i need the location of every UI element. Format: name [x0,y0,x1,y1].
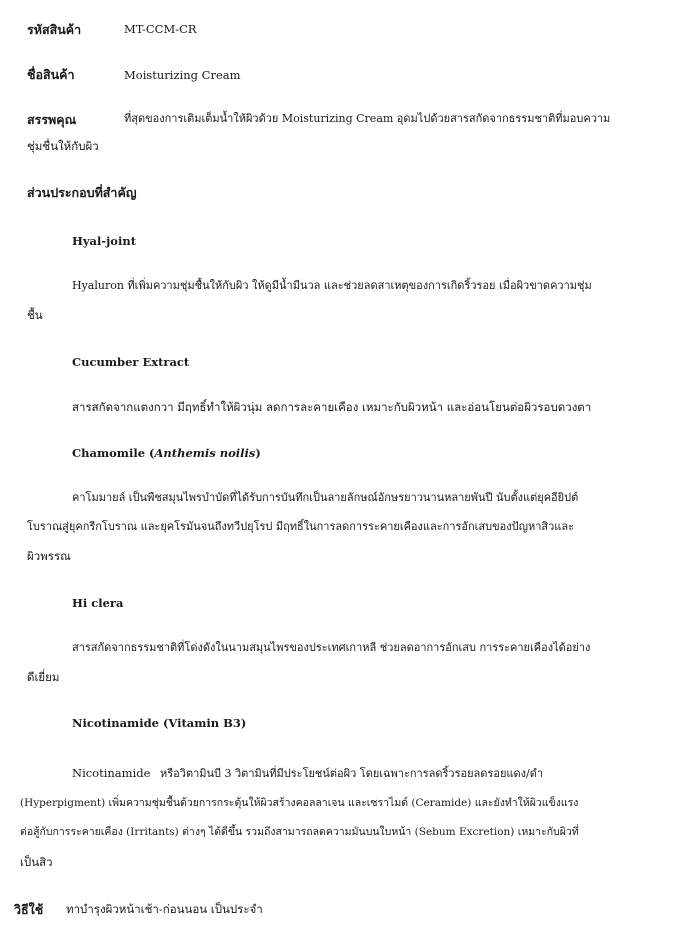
ingredient-desc-line: โบราณสู่ยุคกรีกโบราณ และยุคโรมันจนถึงทวีปยุโรป มีฤทธิ์ในการลดการระคายเคืองและการอักเสบของปัญหาสิวและ [27,520,575,533]
ingredient-desc-line: Hyaluron ที่เพิ่มความชุ่มชื้นให้กับผิว ให้ดูมีน้ำมีนวล และช่วยลดสาเหตุของการเกิดริ้วรอย เมื่อผิวขาดความชุ่ม [72,279,592,292]
ingredient-desc-line: สารสกัดจากธรรมชาติที่โด่งดังในนามสมุนไพรของประเทศเกาหลี ช่วยลดอาการอักเสบ การระคายเคืองได้อย่าง [72,641,591,654]
ingredient-desc-line: สารสกัดจากแตงกวา มีฤทธิ์ทำให้ผิวนุ่ม ลดการละคายเคือง เหมาะกับผิวหน้า และอ่อนโยนต่อผิวรอบดวงตา [72,400,592,414]
usage-text: ทาบำรุงผิวหน้าเช้า-ก่อนนอน เป็นประจำ [66,902,263,916]
product-code-label: รหัสสินค้า [27,22,82,37]
benefit-line-2: ชุ่มชื่นให้กับผิว [27,139,99,153]
ingredient-scientific-name: Anthemis noilis [154,446,256,460]
ingredient-desc-line: ชื้น [27,308,43,322]
ingredient-desc-line: เป็นสิว [20,855,53,869]
ingredient-title: Hi clera [72,596,124,610]
ingredient-title: Cucumber Extract [72,355,190,369]
ingredient-title-end: ) [255,446,261,460]
product-code-value: MT-CCM-CR [124,22,197,36]
ingredient-desc-line: (Hyperpigment) เพิ่มความชุ่มชื้นด้วยการกระตุ้นให้ผิวสร้างคอลลาเจน และเซราไมด์ (Ceramide) และยังทำให้ผิวแข็งแรง [20,797,579,809]
ingredient-title: Nicotinamide (Vitamin B3) [72,716,247,730]
product-name-label: ชื่อสินค้า [27,67,75,82]
product-name-value: Moisturizing Cream [124,68,241,82]
ingredient-desc-line: ดีเยี่ยม [27,670,60,684]
ingredient-title-text: Chamomile ( [72,446,155,460]
ingredient-desc-line: คาโมมายล์ เป็นพืชสมุนไพรบำบัดที่ได้รับการบันทึกเป็นลายลักษณ์อักษรยาวนานหลายพันปี นับตั้งแต่ยุคอียิปต์ [72,491,579,504]
ingredients-label: ส่วนประกอบที่สำคัญ [27,185,137,200]
ingredient-desc-line-start: Nicotinamide [72,766,151,780]
ingredient-desc-line: หรือวิตามินบี 3 วิตามินที่มีประโยชน์ต่อผิว โดยเฉพาะการลดริ้วรอยลดรอยแดง/ดำ [160,767,544,780]
ingredient-desc-line: ผิวพรรณ [27,549,71,563]
ingredient-title [72,446,261,460]
usage-label: วิธีใช้ [14,902,44,917]
benefit-label: สรรพคุณ [27,112,77,127]
benefit-line-1: ที่สุดของการเติมเต็มน้ำให้ผิวด้วย Moisturizing Cream อุดมไปด้วยสารสกัดจากธรรมชาติที่มอบความ [124,112,611,125]
ingredient-title: Hyal-joint [72,234,137,248]
ingredient-desc-line: ต่อสู้กับการระคายเคือง (Irritants) ต่างๆ ได้ดีขึ้น รวมถึงสามารถลดความมันบนใบหน้า (Sebum Excretion) เหมาะกับผิวที่ [20,826,579,838]
